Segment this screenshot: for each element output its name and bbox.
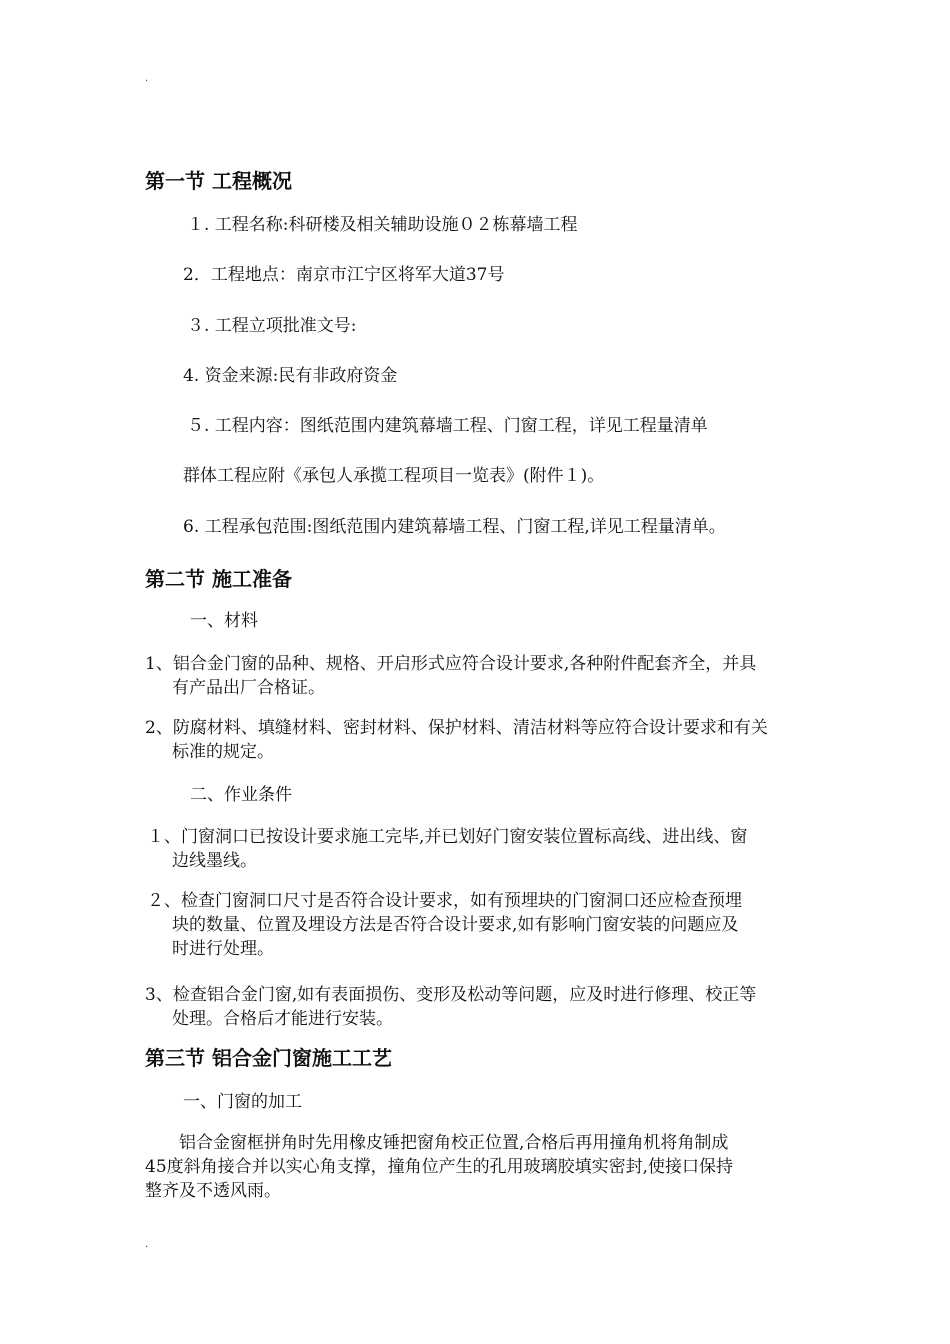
s2-sub-materials: 一、材料 [190,611,258,631]
section2-title: 第二节 施工准备 [145,567,292,591]
s2-material-1 [145,652,756,700]
s2-material-2 [145,716,768,764]
s2-material-2-line1: 2、防腐材料、填缝材料、密封材料、保护材料、清洁材料等应符合设计要求和有关 [145,718,768,738]
s2-condition-3 [145,983,756,1031]
s2-condition-2 [147,889,742,961]
s3-sub-processing: 一、门窗的加工 [183,1092,302,1112]
s1-item-4: 4. 资金来源:民有非政府资金 [183,366,398,386]
s2-condition-1-line1: １、门窗洞口已按设计要求施工完毕,并已划好门窗安装位置标高线、进出线、窗 [147,827,748,847]
bottom-mark: . [145,1239,149,1250]
s2-condition-2-line1: ２、检查门窗洞口尺寸是否符合设计要求，如有预埋块的门窗洞口还应检查预埋 [147,891,742,911]
s2-condition-1-line2: 边线墨线。 [172,851,257,871]
section3-title: 第三节 铝合金门窗施工工艺 [145,1046,392,1070]
s1-item-2: 2．工程地点：南京市江宁区将军大道37号 [183,265,505,285]
s1-item-5-cont: 群体工程应附《承包人承揽工程项目一览表》(附件１)。 [183,466,605,486]
s2-condition-2-line2: 块的数量、位置及埋设方法是否符合设计要求,如有影响门窗安装的问题应及 [172,915,739,935]
s1-item-6: 6. 工程承包范围:图纸范围内建筑幕墙工程、门窗工程,详见工程量清单。 [183,517,726,537]
s2-sub-conditions: 二、作业条件 [190,785,292,805]
s3-paragraph-line2: 45度斜角接合并以实心角支撑，撞角位产生的孔用玻璃胶填实密封,使接口保持 [145,1157,734,1177]
s1-item-1: １. 工程名称:科研楼及相关辅助设施０２栋幕墙工程 [187,215,578,235]
s2-condition-2-line3: 时进行处理。 [172,939,274,959]
s1-item-3: ３. 工程立项批准文号: [187,316,357,336]
s3-paragraph [145,1131,733,1203]
s2-condition-3-line2: 处理。合格后才能进行安装。 [172,1009,393,1029]
top-mark: . [145,73,149,84]
s2-condition-1 [147,825,747,873]
s1-item-5: ５. 工程内容：图纸范围内建筑幕墙工程、门窗工程，详见工程量清单 [187,416,708,436]
s2-material-2-line2: 标准的规定。 [172,742,274,762]
s2-condition-3-line1: 3、检查铝合金门窗,如有表面损伤、变形及松动等问题，应及时进行修理、校正等 [145,985,757,1005]
s2-material-1-line2: 有产品出厂合格证。 [172,678,325,698]
s3-paragraph-line3: 整齐及不透风雨。 [145,1181,281,1201]
s3-paragraph-line1: 铝合金窗框拼角时先用橡皮锤把窗角校正位置,合格后再用撞角机将角制成 [179,1133,729,1153]
s2-material-1-line1: 1、铝合金门窗的品种、规格、开启形式应符合设计要求,各种附件配套齐全，并具 [145,654,757,674]
section1-title: 第一节 工程概况 [145,169,292,193]
